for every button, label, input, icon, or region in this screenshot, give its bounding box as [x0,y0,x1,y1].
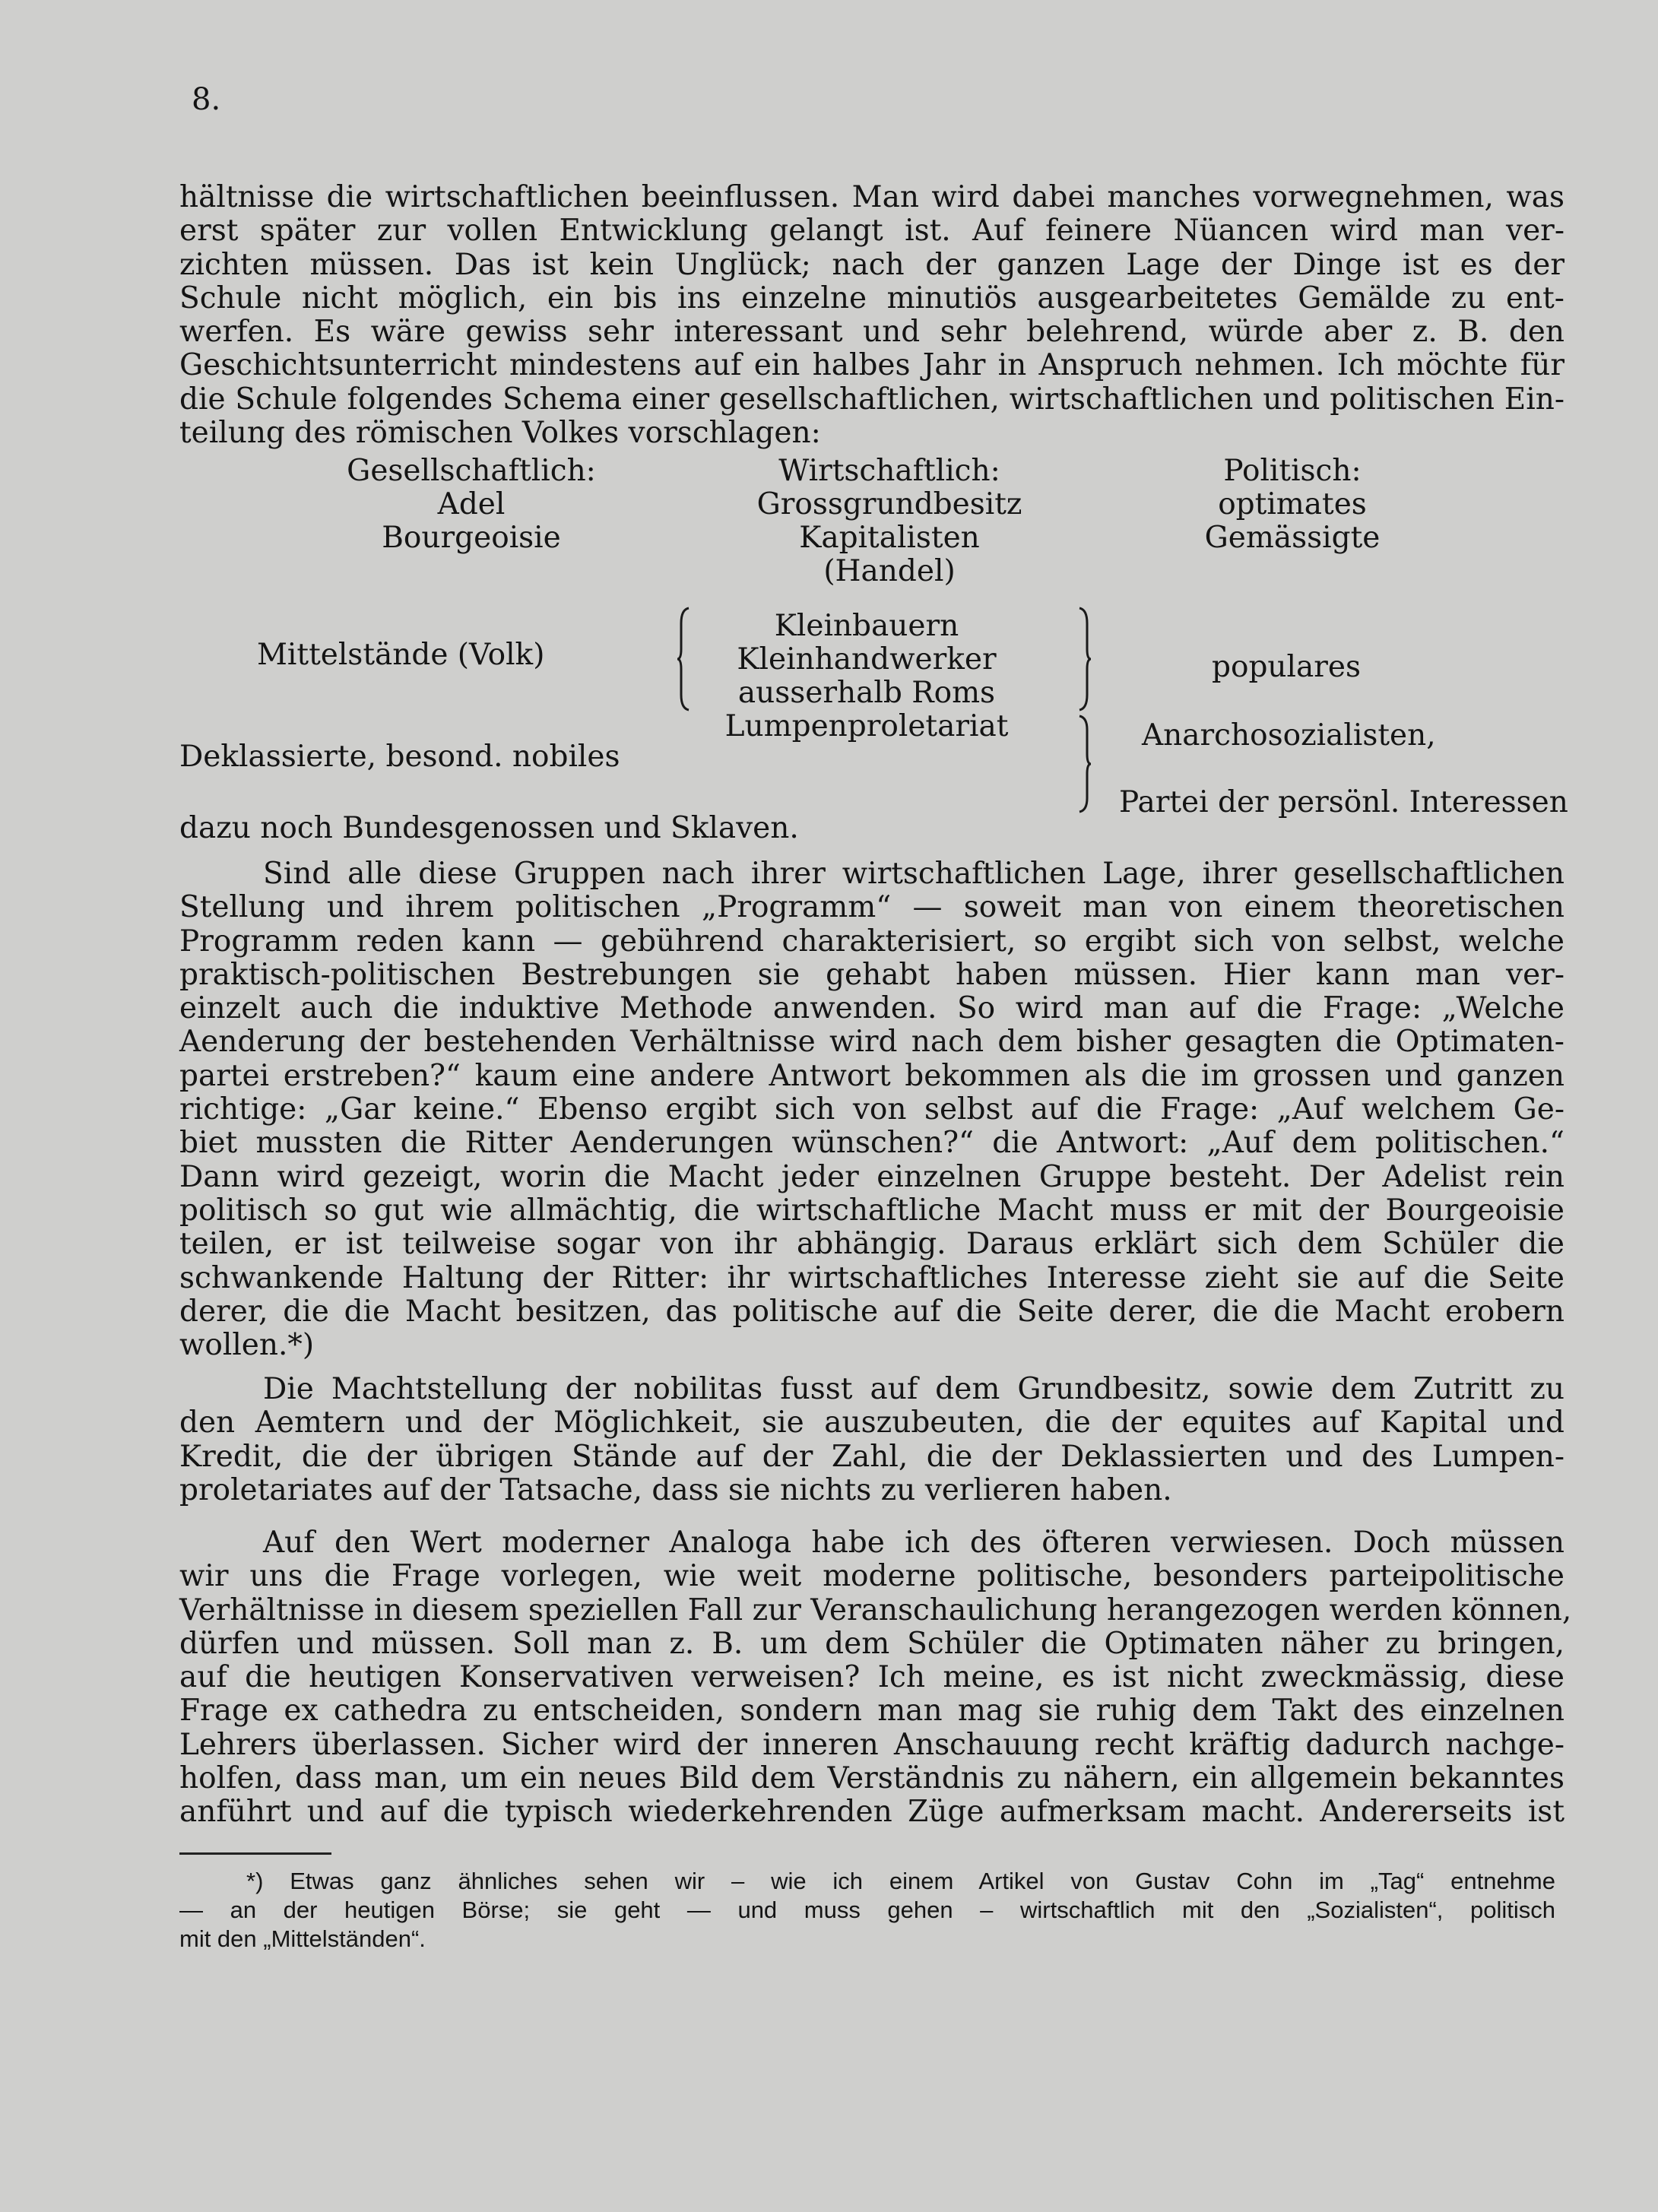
footnote-line: — an der heutigen Börse; sie geht — und muss gehen – wirtschaftlich mit den „Sozialisten“, politisch [179,1897,1555,1923]
text-line: partei erstreben?“ kaum eine andere Antwort bekommen als die im grossen und ganzen [179,1058,1564,1093]
schema-header: Gesellschaftlich: [347,454,596,488]
schema-col-wirtschaftlich [745,455,1034,588]
text-line: Sind alle diese Gruppen nach ihrer wirtschaftlichen Lage, ihrer gesellschaftlichen [263,857,1564,891]
text-line: erst später zur vollen Entwicklung gelangt ist. Auf feinere Nüancen wird man ver- [179,214,1564,249]
right-brace-icon [1076,715,1093,813]
schema-partei: Partei der persönl. Interessen [1119,785,1568,819]
paragraph-2 [179,857,1564,1362]
text-line: proletariates auf der Tatsache, dass sie nichts zu verlieren haben. [179,1472,1172,1507]
schema-item: Kapitalisten [799,521,980,555]
text-line: Programm reden kann — gebührend charakterisiert, so ergibt sich von selbst, welche [179,924,1564,959]
paragraph-4 [179,1526,1572,1830]
text-line: hältnisse die wirtschaftlichen beeinflussen. Man wird dabei manches vorwegnehmen, was [179,180,1564,214]
text-line: praktisch-politischen Bestrebungen sie gehabt haben müssen. Hier kann man ver- [179,957,1564,992]
text-line: wollen.*) [179,1328,315,1363]
schema-item: (Handel) [823,554,956,588]
text-line: teilung des römischen Volkes vorschlagen: [179,416,821,451]
text-line: auf die heutigen Konservativen verweisen? Ich meine, es ist nicht zweckmässig, diese [179,1660,1564,1695]
text-line: Verhältnisse in diesem speziellen Fall zur Veranschaulichung herangezogen werden können, [179,1592,1572,1627]
text-line: schwankende Haltung der Ritter: ihr wirtschaftliches Interesse zieht sie auf die Seite [179,1260,1564,1295]
text-line: Auf den Wert moderner Analoga habe ich des öfteren verwiesen. Doch müssen [263,1526,1564,1560]
right-brace-icon [1076,607,1093,711]
schema-header: Wirtschaftlich: [778,454,1000,488]
text-line: biet mussten die Ritter Aenderungen wünschen?“ die Antwort: „Auf dem politischen.“ [179,1126,1564,1161]
schema-item: Gemässigte [1204,521,1381,555]
text-line: Frage ex cathedra zu entscheiden, sondern man mag sie ruhig dem Takt des einzelnen [179,1694,1564,1729]
schema-deklassierte: Deklassierte, besond. nobiles [179,740,620,774]
schema-dazu: dazu noch Bundesgenossen und Sklaven. [179,811,799,845]
page-number: 8. [192,82,221,117]
schema-mittelstaende: Mittelstände (Volk) [257,638,545,672]
text-line: politisch so gut wie allmächtig, die wirtschaftliche Macht muss er mit der Bourgeoisie [179,1193,1564,1228]
schema-header: Politisch: [1223,454,1362,488]
schema-mittel-items [722,610,1011,743]
text-line: dürfen und müssen. Soll man z. B. um dem Schüler die Optimaten näher zu bringen, [179,1626,1564,1661]
schema-item: Bourgeoisie [382,521,561,555]
footnote-line: mit den „Mittelständen“. [179,1925,426,1952]
text-line: Dann wird gezeigt, worin die Macht jeder einzelnen Gruppe besteht. Der Adelist rein [179,1159,1564,1194]
schema-anarcho: Anarchosozialisten, [1142,718,1436,753]
text-line: teilen, er ist teilweise sogar von ihr abhängig. Daraus erklärt sich dem Schüler die [179,1227,1564,1262]
text-line: Geschichtsunterricht mindestens auf ein halbes Jahr in Anspruch nehmen. Ich möchte für [179,348,1564,383]
text-line: wir uns die Frage vorlegen, wie weit moderne politische, besonders parteipolitische [179,1559,1564,1594]
left-brace-icon [675,607,692,711]
text-line: Stellung und ihrem politischen „Programm“ — soweit man von einem theoretischen [179,890,1564,925]
schema-item: optimates [1218,487,1367,521]
text-line: Lehrers überlassen. Sicher wird der inneren Anschauung recht kräftig dadurch nachge- [179,1727,1564,1762]
text-line: Aenderung der bestehenden Verhältnisse wird nach dem bisher gesagten die Optimaten- [179,1025,1564,1060]
schema-item: ausserhalb Roms [737,676,996,710]
schema-col-politisch [1186,455,1399,555]
text-line: derer, die die Macht besitzen, das politische auf die Seite derer, die die Macht erobern [179,1294,1564,1329]
schema-item: Adel [437,487,506,521]
text-line: richtige: „Gar keine.“ Ebenso ergibt sich von selbst auf die Frage: „Auf welchem Ge- [179,1092,1564,1127]
text-line: zichten müssen. Das ist kein Unglück; nach der ganzen Lage der Dinge ist es der [179,247,1564,282]
footnote-divider [179,1852,331,1855]
footnote [179,1867,1555,1954]
schema-item: Kleinbauern [774,609,959,643]
schema-col-gesellschaftlich [342,455,601,555]
text-line: anführt und auf die typisch wiederkehrenden Züge aufmerksam macht. Andererseits ist [179,1795,1564,1830]
text-line: holfen, dass man, um ein neues Bild dem Verständnis zu nähern, ein allgemein bekanntes [179,1761,1564,1796]
schema-item: Lumpenproletariat [724,709,1009,743]
text-line: den Aemtern und der Möglichkeit, sie auszubeuten, die der equites auf Kapital und [179,1405,1564,1440]
schema-item: Kleinhandwerker [737,642,997,677]
schema-item: Grossgrundbesitz [756,487,1022,521]
text-line: einzelt auch die induktive Methode anwenden. So wird man auf die Frage: „Welche [179,991,1564,1026]
paragraph-3 [179,1373,1564,1507]
footnote-line: *) Etwas ganz ähnliches sehen wir – wie ich einem Artikel von Gustav Cohn im „Tag“ entnehme [246,1868,1555,1894]
schema-populares: populares [1212,650,1361,684]
text-line: Schule nicht möglich, ein bis ins einzelne minutiös ausgearbeitetes Gemälde zu ent- [179,280,1564,315]
text-line: werfen. Es wäre gewiss sehr interessant und sehr belehrend, würde aber z. B. den [179,315,1564,350]
text-line: Die Machtstellung der nobilitas fusst auf dem Grundbesitz, sowie dem Zutritt zu [263,1372,1564,1406]
paragraph-1 [179,181,1564,450]
text-line: die Schule folgendes Schema einer gesellschaftlichen, wirtschaftlichen und politischen Ein- [179,382,1564,417]
text-line: Kredit, die der übrigen Stände auf der Zahl, die der Deklassierten und des Lumpen- [179,1439,1564,1474]
